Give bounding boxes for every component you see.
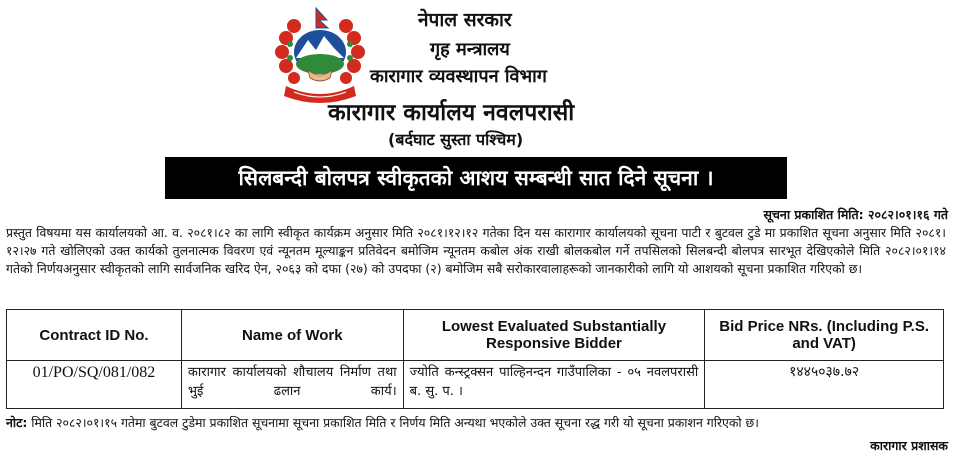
- header-contract-id: Contract ID No.: [7, 310, 182, 361]
- cell-bidder: ज्योति कन्स्ट्रक्सन पाल्हिनन्दन गाउँपालिका - ०५ नवलपरासी ब. सु. प. ।: [403, 361, 705, 409]
- note-line: [6, 414, 759, 431]
- header-bid-price: Bid Price NRs. (Including P.S. and VAT): [705, 310, 944, 361]
- notice-title-banner: सिलबन्दी बोलपत्र स्वीकृतको आशय सम्बन्धी सात दिने सूचना ।: [165, 157, 787, 199]
- notice-body-paragraph: प्रस्तुत विषयमा यस कार्यालयको आ. व. २०८१।८२ का लागि स्वीकृत कार्यक्रम अनुसार मिति २०८१।१२।१२ गतेका दिन यस कारागार कार्यालयको सूचना पाटी र बुटवल टुडे मा प्रकाशित सूचना अनुसार मिति २०८१।१२।२७ गते खोलिएको उक्त कार्यको तुलनात्मक विवरण एवं न्यूनतम मूल्याङ्कन प्रतिवेदन बमोजिम न्यूनतम कबोल अंक राखी बोलकबोल गर्ने तपसिलको सिलबन्दी बोलपत्र सारभूत देखिएकोले मिति २०८२।०१।१४ गतेको निर्णयअनुसार स्वीकृतको लागि सार्वजनिक खरिद ऐन, २०६३ को दफा (२७) को उपदफा (२) बमोजिम सबै सरोकारवालाहरूको जानकारीको लागि यो आशयको सूचना प्रकाशित गरिएको छ।: [6, 225, 946, 276]
- header-bidder: Lowest Evaluated Substantially Responsive Bidder: [403, 310, 705, 361]
- header-ministry: गृह मन्त्रालय: [430, 39, 510, 60]
- header-office: कारागार कार्यालय नवलपरासी: [328, 100, 575, 126]
- cell-contract-id: 01/PO/SQ/081/082: [7, 361, 182, 409]
- nepal-government-emblem-icon: [272, 6, 368, 106]
- cell-work-name: कारागार कार्यालयको शौचालय निर्माण तथा भुई ढलान कार्य।: [181, 361, 403, 409]
- publication-date: सूचना प्रकाशित मिति: २०८२।०१।१६ गते: [763, 207, 948, 222]
- header-work-name: Name of Work: [181, 310, 403, 361]
- table-header-row: [7, 310, 944, 361]
- header-government: नेपाल सरकार: [418, 9, 512, 31]
- note-label: नोट:: [6, 415, 28, 430]
- note-text: मिति २०८२।०१।१५ गतेमा बुटवल टुडेमा प्रकाशित सूचनामा सूचना प्रकाशित मिति र निर्णय मिति अन्यथा भएकोले उक्त सूचना रद्ध गरी यो सूचना प्रकाशन गरिएको छ।: [31, 415, 759, 430]
- header-department: कारागार व्यवस्थापन विभाग: [370, 66, 547, 87]
- header-sub-office: (बर्दघाट सुस्ता पश्चिम): [388, 130, 524, 149]
- tender-table: [6, 309, 944, 409]
- table-row: [7, 361, 944, 409]
- signatory: कारागार प्रशासक: [870, 438, 948, 453]
- cell-bid-price: १४४५०३७.७२: [705, 361, 944, 409]
